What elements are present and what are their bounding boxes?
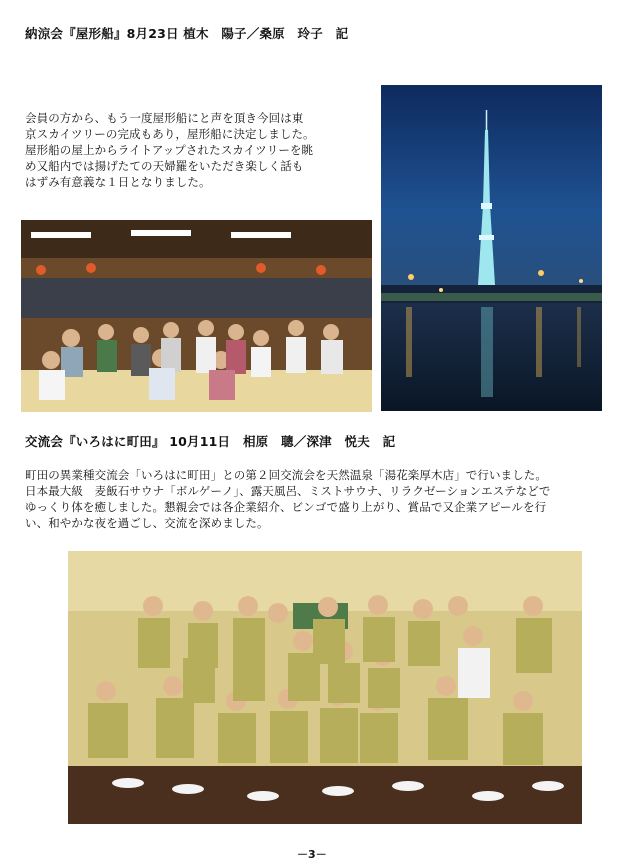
paragraph-line: い、和やかな夜を過ごし、交流を深めました。 [25,516,269,530]
section2-heading: 交流会『いろはに町田』 10月11日 相原 聰／深津 悦夫 記 [25,434,396,449]
paragraph-line: め又船内では揚げたての天婦羅をいただき楽しく話も [25,159,304,173]
houseboat-group-photo [21,220,372,412]
page-number: －3－ [297,848,327,861]
paragraph-line: ゆっくり体を癒しました。懇親会では各企業紹介、ビンゴで盛り上がり、賞品で又企業アピールを行 [25,500,547,514]
paragraph-line: 屋形船の屋上からライトアップされたスカイツリーを眺 [25,143,314,157]
paragraph-line: はずみ有意義な１日となりました。 [25,175,211,189]
skytree-night-photo [381,85,602,411]
section2-paragraph [25,467,550,531]
paragraph-line: 町田の異業種交流会「いろはに町田」との第２回交流会を天然温泉「湯花楽厚木店」で行いました。 [25,468,547,482]
section1-heading: 納涼会『屋形船』8月23日 植木 陽子／桑原 玲子 記 [25,26,349,41]
paragraph-line: 日本最大級 麦飯石サウナ「ボルゲーノ」、露天風呂、ミストサウナ、リラクゼーションエステなどで [25,484,551,498]
section1-paragraph [25,110,315,190]
banquet-group-photo [68,551,582,824]
paragraph-line: 会員の方から、もう一度屋形船にと声を頂き今回は東 [25,111,304,125]
paragraph-line: 京スカイツリーの完成もあり，屋形船に決定しました。 [25,127,315,141]
